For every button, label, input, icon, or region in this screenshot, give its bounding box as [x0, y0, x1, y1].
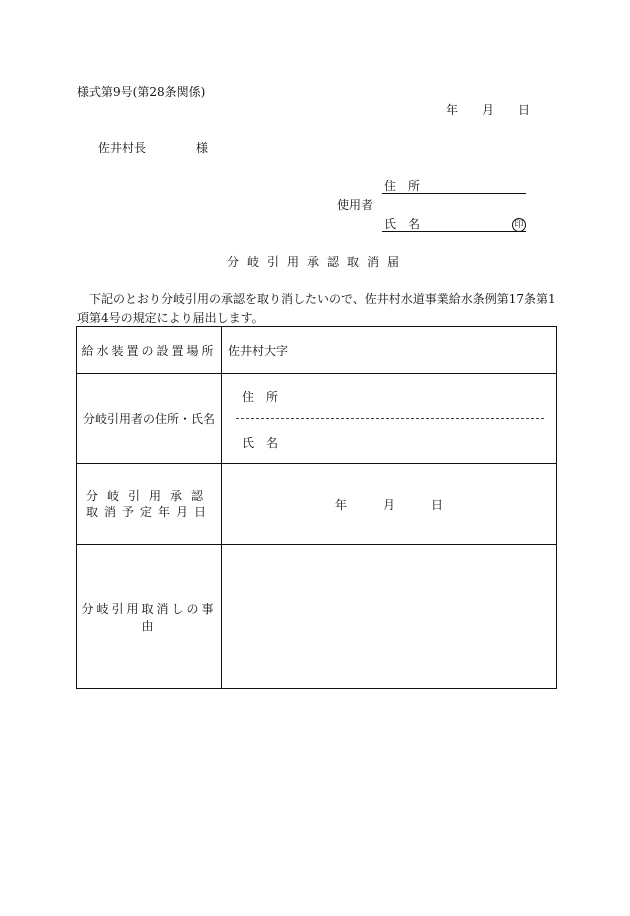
branch-user-address-label: 住 所	[242, 390, 279, 404]
table-row	[77, 464, 557, 545]
table-row	[77, 327, 557, 374]
form-number: 様式第9号(第28条関係)	[77, 85, 206, 99]
cancel-reason-label: 分岐引用取消しの事由	[77, 545, 222, 689]
installation-location-field[interactable]	[222, 327, 557, 374]
body-text-line2: 項第4号の規定により届出します。	[77, 311, 264, 325]
table-row	[77, 374, 557, 464]
date-line: 年 月 日	[446, 103, 531, 117]
seal-icon: 印	[512, 217, 526, 232]
cancel-date-field[interactable]	[222, 464, 557, 545]
document-title: 分岐引用承認取消届	[227, 255, 408, 269]
applicant-address-label: 住 所	[384, 179, 421, 193]
addressee-honorific: 様	[196, 141, 209, 155]
table-row	[77, 545, 557, 689]
applicant-name-label: 氏 名	[384, 217, 421, 231]
branch-user-field[interactable]	[222, 374, 557, 464]
installation-location-label: 給水装置の設置場所	[77, 327, 222, 374]
addressee-name: 佐井村長	[98, 141, 147, 155]
applicant-name-line[interactable]	[382, 231, 526, 232]
installation-location-value: 佐井村大字	[228, 343, 289, 358]
branch-user-name-label: 氏 名	[242, 436, 279, 450]
cancel-date-label: 分岐引用承認 取消予定年月日	[77, 464, 222, 545]
branch-user-label: 分岐引用者の住所・氏名	[77, 374, 222, 464]
applicant-label: 使用者	[337, 198, 374, 212]
cancel-date-value: 年 月 日	[334, 497, 443, 512]
body-text-line1: 下記のとおり分岐引用の承認を取り消したいので、佐井村水道事業給水条例第17条第1	[89, 292, 556, 306]
dashed-divider	[236, 418, 544, 419]
form-table	[76, 326, 557, 689]
applicant-address-line[interactable]	[382, 193, 526, 194]
cancel-reason-field[interactable]	[222, 545, 557, 689]
